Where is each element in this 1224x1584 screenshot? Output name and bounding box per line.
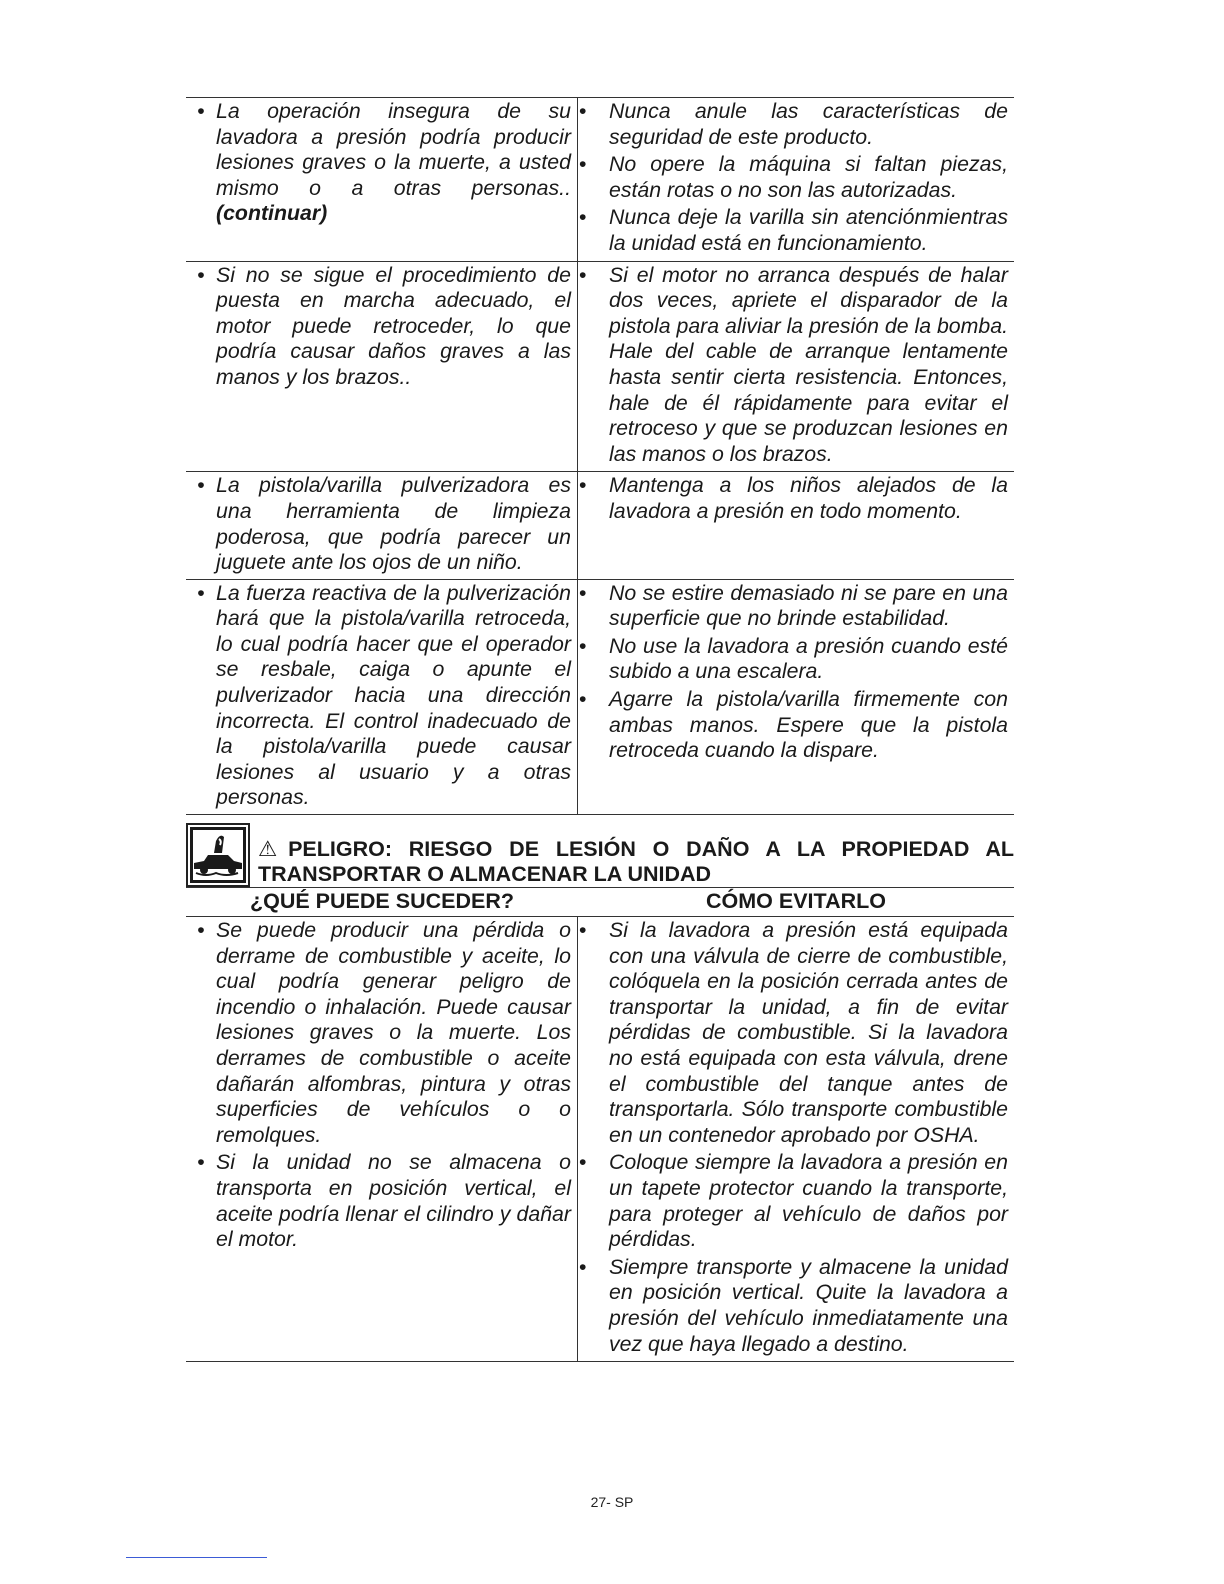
item-text (609, 918, 1008, 1148)
item-text-main: Si no se sigue el procedimiento de puesta en marcha adecuado, el motor puede retroceder, lo que podría causar daños graves a las manos y los brazos.. (216, 262, 571, 389)
item-text (216, 918, 571, 1148)
item-text-main: Coloque siempre la lavadora a presión en un tapete protector cuando la transporte, para proteger al vehículo de daños por pérdidas. (609, 1150, 1008, 1252)
page-number: 27- SP (590, 1494, 634, 1510)
item-text (609, 1255, 1008, 1357)
item-text (609, 581, 1008, 632)
bullet-icon: • (579, 205, 587, 230)
list-item (578, 1255, 1008, 1357)
safety-table (186, 97, 1014, 815)
bullet-icon: • (579, 1150, 587, 1175)
item-text-main: La pistola/varilla pulverizadora es una herramienta de limpieza poderosa, que podría parecer un juguete ante los ojos de un niño. (216, 473, 571, 575)
hazard-title-text: PELIGRO: RIESGO DE LESIÓN O DAÑO A LA PROPIEDAD AL TRANSPORTAR O ALMACENAR LA UNIDAD (258, 837, 1014, 887)
bullet-icon: • (579, 633, 587, 658)
list-item (186, 473, 571, 575)
hazard-title (250, 837, 1014, 887)
hazard-row (186, 916, 1014, 1362)
item-text (609, 263, 1008, 468)
risk-cell (186, 580, 578, 814)
table-row (186, 97, 1014, 262)
bullet-icon: • (197, 473, 205, 498)
bullet-icon: • (579, 473, 587, 498)
table-row (186, 262, 1014, 473)
item-text (609, 473, 1008, 524)
item-text-main: Si la lavadora a presión está equipada con una válvula de cierre de combustible, colóquela en la posición cerrada antes de transportar la unidad, a fin de evitar pérdidas de combustible. Si la lavadora no está equipada con esta válvula, drene el combustible del tanque antes de transportarla. Sólo transporte combustible en un contenedor aprobado por OSHA. (609, 918, 1008, 1147)
item-text (609, 1150, 1008, 1252)
item-text-main: Si la unidad no se almacena o transporta en posición vertical, el aceite podría llenar el cilindro y dañar el motor. (216, 1150, 571, 1252)
bullet-icon: • (579, 262, 587, 287)
item-text-main: Siempre transporte y almacene la unidad en posición vertical. Quite la lavadora a presión del vehículo inmediatamente una vez que haya llegado a destino. (609, 1254, 1008, 1356)
bullet-icon: • (579, 99, 587, 123)
prevention-cell (578, 580, 1014, 814)
item-text (609, 687, 1008, 764)
table-row (186, 580, 1014, 815)
item-text (216, 1150, 571, 1252)
item-text-main: Si el motor no arranca después de halar dos veces, apriete el disparador de la pistola para aliviar la presión de la bomba. Hale del cable de arranque lentamente hasta sentir cierta resistencia. Entonces, hale de él rápidamente para evitar el retroceso y que se produzcan lesiones en las manos o los brazos. (609, 262, 1008, 466)
bullet-icon: • (579, 918, 587, 943)
col-header-what-can-happen: ¿QUÉ PUEDE SUCEDER? (249, 889, 514, 914)
bullet-icon: • (197, 580, 205, 605)
list-item (578, 152, 1008, 203)
bullet-icon: • (197, 1150, 205, 1175)
item-text (216, 263, 571, 391)
prevention-cell (578, 472, 1014, 578)
bullet-icon: • (197, 99, 205, 123)
col-header-how-to-avoid: CÓMO EVITARLO (706, 889, 886, 914)
footer-rule (126, 1557, 267, 1558)
item-text-main: Agarre la pistola/varilla firmemente con ambas manos. Espere que la pistola retroceda cuando la dispare. (609, 687, 1008, 763)
warning-triangle-icon: ⚠ (258, 837, 289, 862)
prevention-cell (578, 98, 1014, 261)
prevention-cell (578, 262, 1014, 472)
list-item (578, 581, 1008, 632)
item-text-main: La fuerza reactiva de la pulverización hará que la pistola/varilla retroceda, lo cual podría hacer que el operador se resbale, caiga o apunte el pulverizador hacia una dirección incorrecta. El control inadecuado de la pistola/varilla puede causar lesiones al usuario y a otras personas. (216, 580, 571, 810)
item-text (216, 99, 571, 227)
list-item (186, 581, 571, 811)
item-text (609, 634, 1008, 685)
list-item (186, 99, 571, 227)
list-item (578, 634, 1008, 685)
bullet-icon: • (197, 262, 205, 287)
list-item (186, 918, 571, 1148)
list-item (578, 1150, 1008, 1252)
vehicle-transport-hazard-icon (186, 823, 250, 887)
item-text-main: Nunca deje la varilla sin atenciónmientras la unidad está en funcionamiento. (609, 205, 1008, 255)
manual-page (186, 97, 1014, 1362)
list-item (578, 99, 1008, 150)
hazard-prevention-cell (578, 917, 1014, 1361)
item-text (609, 152, 1008, 203)
item-text (216, 581, 571, 811)
risk-cell (186, 98, 578, 261)
hazard-header (186, 821, 1014, 887)
list-item (578, 918, 1008, 1148)
bullet-icon: • (579, 152, 587, 177)
list-item (578, 263, 1008, 468)
list-item (186, 263, 571, 391)
bullet-icon: • (579, 580, 587, 605)
list-item (578, 205, 1008, 256)
list-item (578, 687, 1008, 764)
bullet-icon: • (579, 1254, 587, 1279)
risk-cell (186, 472, 578, 578)
hazard-risks-cell (186, 917, 578, 1361)
risk-cell (186, 262, 578, 472)
item-text-main: No opere la máquina si faltan piezas, están rotas o no son las autorizadas. (609, 152, 1008, 202)
item-text-main: No use la lavadora a presión cuando esté subido a una escalera. (609, 633, 1008, 684)
bullet-icon: • (579, 687, 587, 712)
item-text (609, 99, 1008, 150)
list-item (186, 1150, 571, 1252)
hazard-column-headers (186, 887, 1014, 916)
item-text-main: No se estire demasiado ni se pare en una superficie que no brinde estabilidad. (609, 580, 1008, 631)
table-row (186, 472, 1014, 579)
item-text (216, 473, 571, 575)
item-text-main: La operación insegura de su lavadora a presión podría producir lesiones graves o la muerte, a usted mismo o a otras personas.. (216, 99, 571, 200)
item-text (609, 205, 1008, 256)
item-text-main: Mantenga a los niños alejados de la lavadora a presión en todo momento. (609, 473, 1008, 523)
bullet-icon: • (197, 918, 205, 943)
list-item (578, 473, 1008, 524)
continue-note: (continuar) (216, 201, 328, 226)
item-text-main: Nunca anule las características de seguridad de este producto. (609, 99, 1008, 149)
item-text-main: Se puede producir una pérdida o derrame de combustible y aceite, lo cual podría generar peligro de incendio o inhalación. Puede causar lesiones graves o la muerte. Los derrames de combustible o aceite dañarán alfombras, pintura y otras superficies de vehículos o o remolques. (216, 918, 571, 1147)
